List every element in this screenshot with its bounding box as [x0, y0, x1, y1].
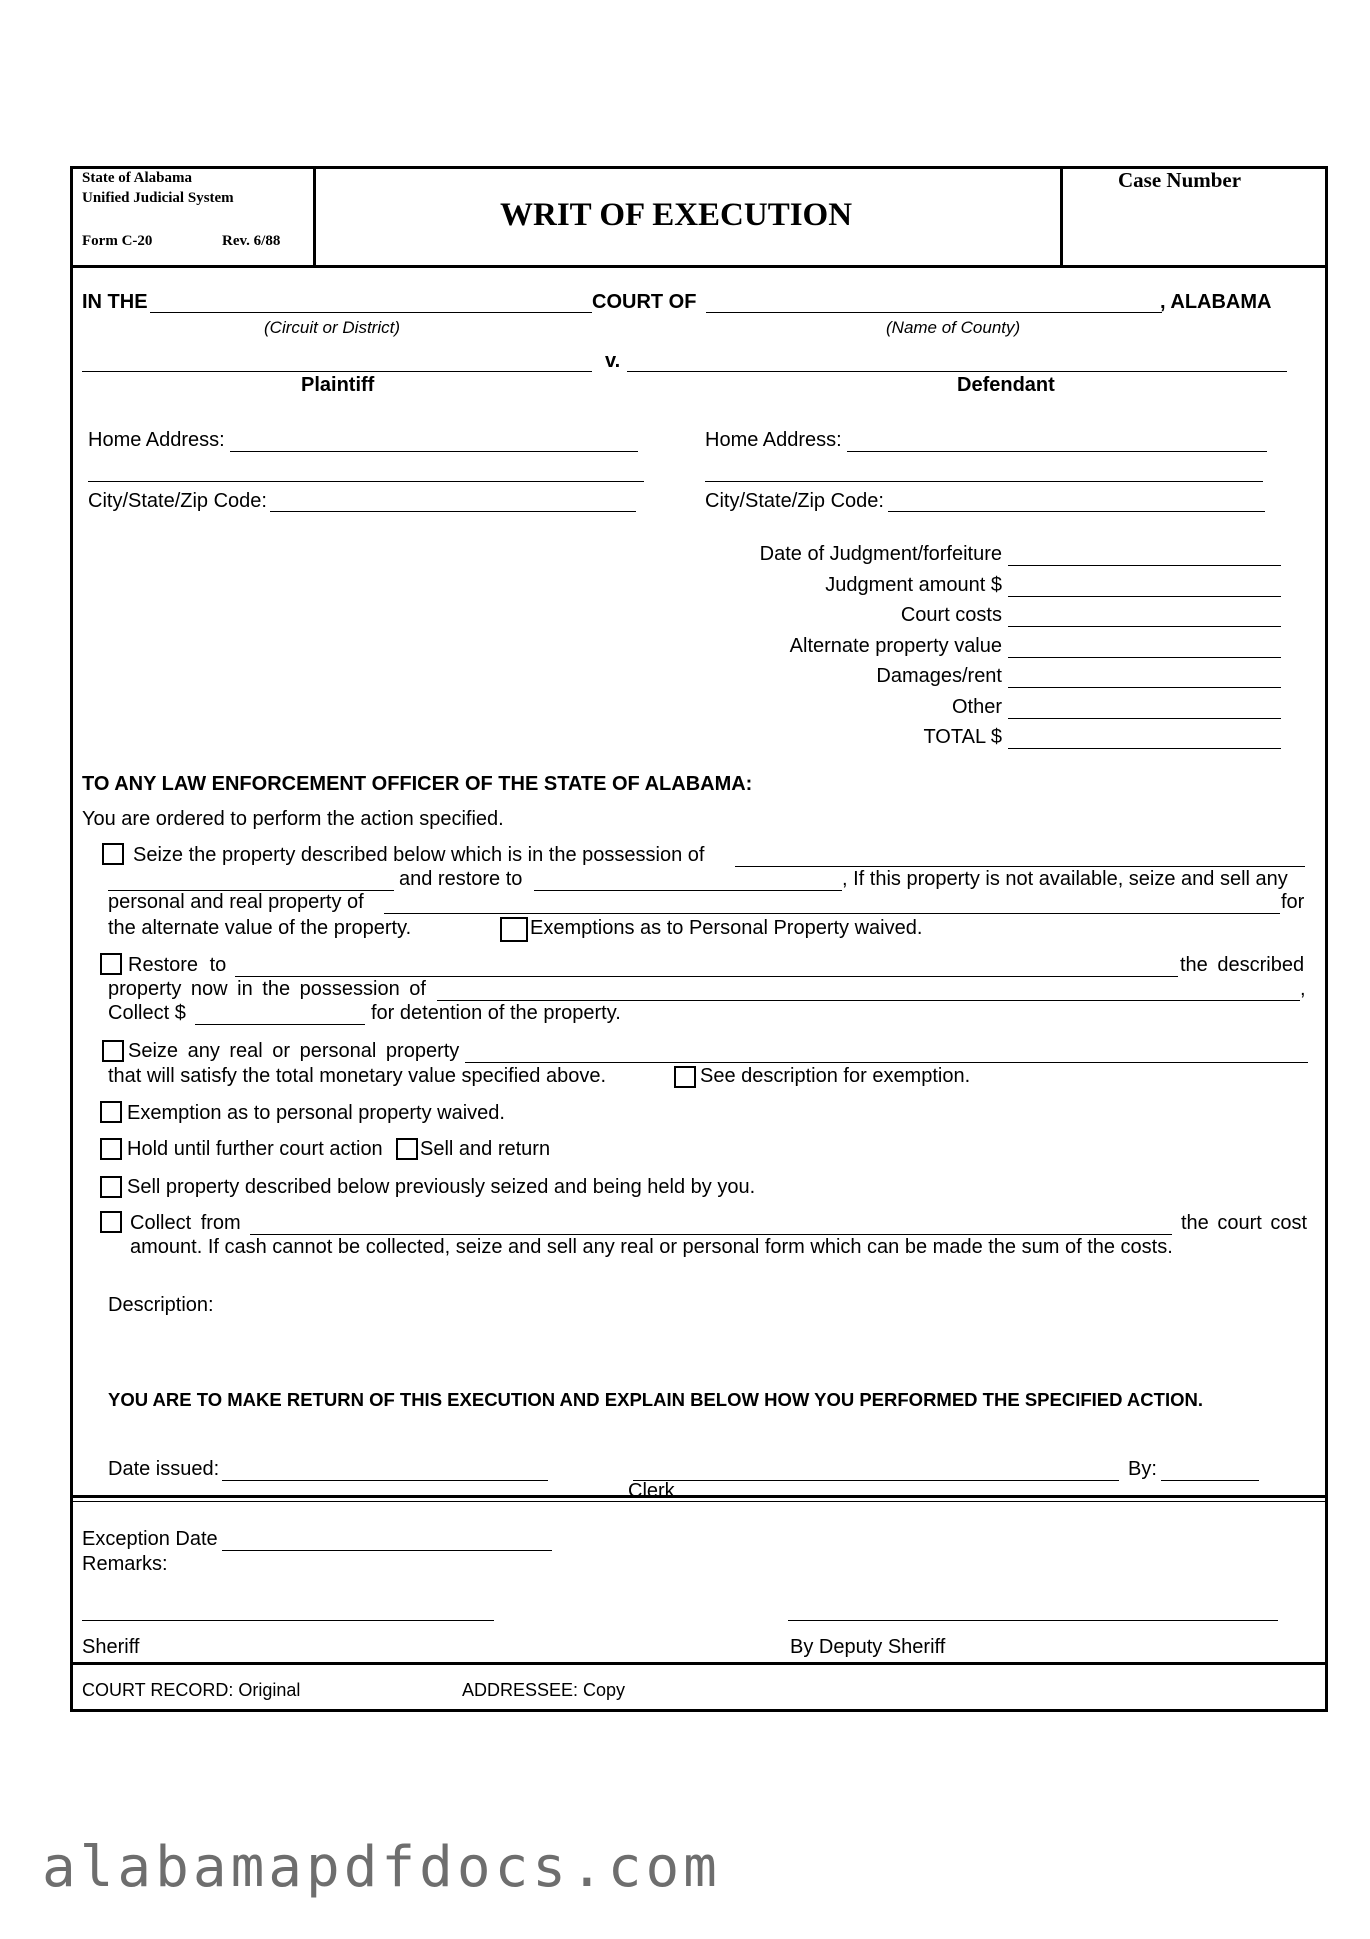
collect-from-checkbox[interactable]	[100, 1211, 122, 1233]
property-now-text: property now in the possession of	[108, 978, 426, 1000]
state-label: State of Alabama	[82, 170, 192, 186]
restore-label: Restore to	[128, 954, 227, 976]
sell-return-checkbox[interactable]	[396, 1138, 418, 1160]
exception-date-field[interactable]	[222, 1550, 552, 1551]
plaintiff-address-line-2[interactable]	[88, 481, 644, 482]
county-field[interactable]	[706, 312, 1162, 313]
versus-label: v.	[605, 350, 621, 372]
defendant-home-address-field[interactable]	[847, 451, 1267, 452]
plaintiff-city-label: City/State/Zip Code:	[88, 490, 267, 512]
court-costs-field[interactable]	[1008, 626, 1281, 627]
restore-to-text: and restore to	[399, 868, 523, 890]
court-of-label: COURT OF	[592, 291, 697, 313]
description-label: Description:	[108, 1294, 214, 1316]
date-issued-label: Date issued:	[108, 1458, 220, 1480]
orders-intro: You are ordered to perform the action specified.	[82, 808, 504, 830]
damages-field[interactable]	[1008, 687, 1281, 688]
satisfy-text: that will satisfy the total monetary value specified above.	[108, 1065, 607, 1087]
hold-label: Hold until further court action	[127, 1138, 383, 1160]
judgment-amount-field[interactable]	[1008, 596, 1281, 597]
plaintiff-label: Plaintiff	[301, 374, 375, 396]
restore-checkbox[interactable]	[100, 953, 122, 975]
alternate-value-label: Alternate property value	[789, 635, 1002, 657]
court-record-label: COURT RECORD: Original	[82, 1680, 301, 1700]
defendant-city-label: City/State/Zip Code:	[705, 490, 884, 512]
sheriff-label: Sheriff	[82, 1636, 140, 1658]
judgment-date-field[interactable]	[1008, 565, 1281, 566]
the-described-text: the described	[1180, 954, 1305, 976]
sell-described-checkbox[interactable]	[100, 1176, 122, 1198]
description-field[interactable]	[108, 1322, 1298, 1382]
see-description-checkbox[interactable]	[674, 1066, 696, 1088]
seize-any-checkbox[interactable]	[102, 1040, 124, 1062]
hold-checkbox[interactable]	[100, 1138, 122, 1160]
detention-amount-field[interactable]	[195, 1024, 365, 1025]
total-label: TOTAL $	[923, 726, 1002, 748]
judgment-date-label: Date of Judgment/forfeiture	[759, 543, 1002, 565]
deputy-sheriff-label: By Deputy Sheriff	[790, 1636, 946, 1658]
revision: Rev. 6/88	[222, 233, 281, 249]
return-divider	[70, 1495, 1328, 1498]
property-now-field[interactable]	[437, 1000, 1300, 1001]
personal-real-text: personal and real property of	[108, 891, 364, 913]
header-divider	[70, 265, 1328, 268]
damages-label: Damages/rent	[876, 665, 1002, 687]
by-label: By:	[1128, 1458, 1157, 1480]
defendant-address-line-2[interactable]	[705, 481, 1263, 482]
county-hint: (Name of County)	[886, 318, 1021, 337]
in-the-label: IN THE	[82, 291, 148, 313]
plaintiff-home-address-label: Home Address:	[88, 429, 225, 451]
restore-recipient-field[interactable]	[235, 976, 1178, 977]
alabama-label: , ALABAMA	[1160, 291, 1272, 313]
defendant-city-field[interactable]	[888, 511, 1265, 512]
by-field[interactable]	[1161, 1480, 1259, 1481]
if-not-available-text: , If this property is not available, seize and sell any	[842, 868, 1288, 890]
sell-described-label: Sell property described below previously seized and being held by you.	[127, 1176, 756, 1198]
comma-text: ,	[1300, 978, 1306, 1000]
court-cost-text: the court cost	[1181, 1212, 1308, 1234]
other-field[interactable]	[1008, 718, 1281, 719]
footer-divider	[70, 1662, 1328, 1665]
circuit-field[interactable]	[150, 312, 592, 313]
addressee-label: ADDRESSEE: Copy	[462, 1680, 626, 1700]
return-notice: YOU ARE TO MAKE RETURN OF THIS EXECUTION AND EXPLAIN BELOW HOW YOU PERFORMED THE SPECIFIED ACTION.	[108, 1389, 1203, 1410]
collect-from-field[interactable]	[250, 1234, 1172, 1235]
judgment-amount-label: Judgment amount $	[825, 574, 1002, 596]
restore-to-field[interactable]	[534, 890, 842, 891]
exception-date-label: Exception Date	[82, 1528, 218, 1550]
total-field[interactable]	[1008, 748, 1281, 749]
watermark: alabamapdfdocs.com	[42, 1835, 721, 1900]
circuit-hint: (Circuit or District)	[264, 318, 400, 337]
officer-heading: TO ANY LAW ENFORCEMENT OFFICER OF THE STATE OF ALABAMA:	[82, 773, 753, 795]
sheriff-signature-field[interactable]	[82, 1620, 494, 1621]
defendant-label: Defendant	[957, 374, 1055, 396]
exemptions-waived-label: Exemptions as to Personal Property waived.	[530, 917, 923, 939]
deputy-signature-field[interactable]	[788, 1620, 1278, 1621]
defendant-field[interactable]	[627, 371, 1287, 372]
case-number-label: Case Number	[1118, 168, 1242, 192]
seize-property-label: Seize the property described below which is in the possession of	[133, 844, 705, 866]
plaintiff-field[interactable]	[82, 371, 592, 372]
collect-dollar-text: Collect $	[108, 1002, 186, 1024]
personal-real-field[interactable]	[384, 913, 1280, 914]
other-label: Other	[951, 696, 1002, 718]
date-issued-field[interactable]	[222, 1480, 548, 1481]
clerk-label: Clerk	[628, 1480, 675, 1502]
defendant-home-address-label: Home Address:	[705, 429, 842, 451]
header-left-divider	[313, 166, 316, 267]
plaintiff-home-address-field[interactable]	[230, 451, 638, 452]
case-number-field[interactable]	[1066, 200, 1322, 260]
form-number: Form C-20	[82, 233, 153, 249]
seize-any-field[interactable]	[465, 1062, 1308, 1063]
clerk-bottom-rule	[70, 1501, 1328, 1502]
for-detention-text: for detention of the property.	[371, 1002, 621, 1024]
header-right-divider	[1060, 166, 1063, 267]
court-costs-label: Court costs	[900, 604, 1002, 626]
sell-return-label: Sell and return	[420, 1138, 551, 1160]
seize-property-checkbox[interactable]	[102, 843, 124, 865]
collect-from-label: Collect from	[130, 1212, 241, 1234]
plaintiff-city-field[interactable]	[270, 511, 636, 512]
alternate-value-field[interactable]	[1008, 657, 1281, 658]
possession-of-field[interactable]	[735, 866, 1305, 867]
amount-line-text: amount. If cash cannot be collected, seize and sell any real or personal form which can be made the sum of the costs.	[130, 1236, 1173, 1258]
form-title: WRIT OF EXECUTION	[500, 197, 853, 233]
alternate-value-text: the alternate value of the property.	[108, 917, 412, 939]
exemptions-waived-checkbox[interactable]	[500, 917, 528, 942]
seize-any-label: Seize any real or personal property	[128, 1040, 460, 1062]
remarks-label: Remarks:	[82, 1553, 168, 1575]
exemption-waived-checkbox[interactable]	[100, 1101, 122, 1123]
for-text: for	[1281, 891, 1305, 913]
exemption-waived-label: Exemption as to personal property waived.	[127, 1102, 505, 1124]
clerk-signature-field[interactable]	[633, 1480, 1119, 1481]
see-description-label: See description for exemption.	[700, 1065, 971, 1087]
system-label: Unified Judicial System	[82, 190, 234, 206]
